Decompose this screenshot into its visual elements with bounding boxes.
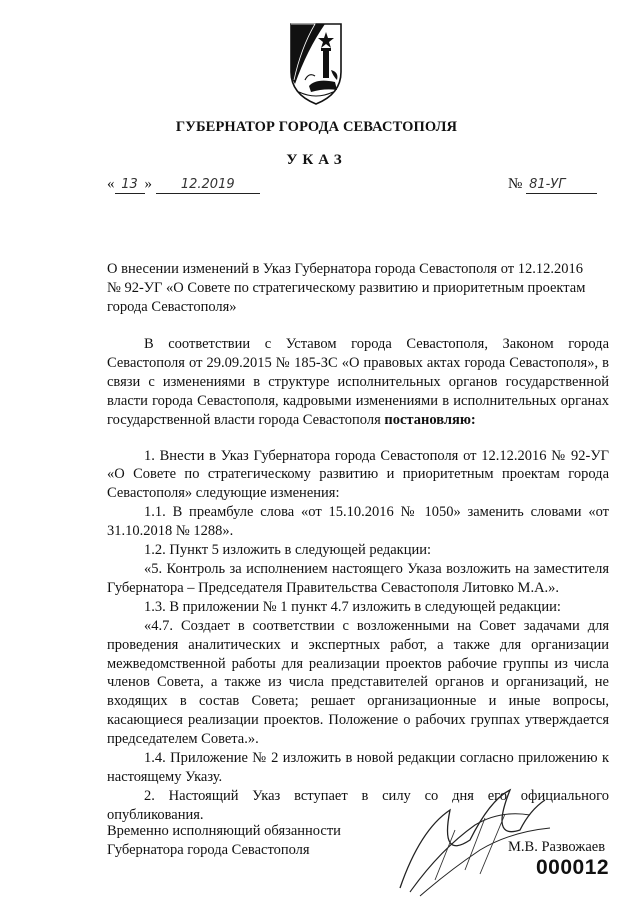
sevastopol-coat-of-arms-icon — [285, 20, 347, 106]
document-body — [107, 335, 609, 825]
body-paragraph: 1.4. Приложение № 2 изложить в новой редакции согласно приложению к настоящему Указу. — [107, 750, 609, 785]
preamble-paragraph: В соответствии с Уставом города Севастополя, Законом города Севастополя от 29.09.2015 № 185-ЗС «О правовых актах города Севастополя», в связи с изменениями в структуре исполнительных органов государственной власти города Севастополя, кадровыми изменениями в исполнительных органах государственной власти города Севастополя постановляю: — [107, 336, 609, 428]
body-paragraph: 1.3. В приложении № 1 пункт 4.7 изложить в следующей редакции: — [144, 598, 561, 615]
signatory-name: М.В. Развожаев — [508, 839, 606, 855]
handwritten-signature-icon — [380, 770, 570, 900]
document-subject — [107, 260, 607, 317]
document-type: УКАЗ — [286, 152, 347, 168]
body-paragraph: 1.2. Пункт 5 изложить в следующей редакции: — [144, 542, 432, 559]
subject-line: № 92-УГ «О Совете по стратегическому развитию и приоритетным проектам — [107, 280, 586, 296]
body-paragraph: «5. Контроль за исполнением настоящего Указа возложить на заместителя Губернатора – Председателя Правительства Севастополя Литовко М.А.». — [107, 560, 609, 596]
body-paragraph: 1.1. В преамбуле слова «от 15.10.2016 № 1050» заменить словами «от 31.10.2018 № 1288». — [107, 504, 609, 540]
resolution-word: постановляю: — [384, 411, 476, 428]
form-serial-number: 000012 — [536, 856, 610, 879]
issuer-title: ГУБЕРНАТОР ГОРОДА СЕВАСТОПОЛЯ — [175, 119, 458, 135]
body-paragraph: «4.7. Создает в соответствии с возложенными на Совет задачами для проведения аналитических и экспертных работ, а также для организации межведомственной работы для реализации проектов рабочие группы из числа членов Совета, а также из числа представителей органов и организаций, не входящих в состав Совета; решает организационные и иные вопросы, касающиеся реализации проектов. Положение о рабочих группах утверждается председателем Совета.». — [107, 617, 609, 748]
document-number — [508, 176, 597, 194]
signatory-position — [107, 822, 341, 860]
date-month-year: 12.2019 — [156, 176, 260, 194]
position-line: Губернатора города Севастополя — [107, 842, 310, 858]
document-date — [107, 176, 260, 194]
number-value-field: 81-УГ — [526, 176, 597, 194]
date-day: 13 — [115, 176, 145, 194]
number-prefix: № — [508, 176, 523, 192]
subject-line: О внесении изменений в Указ Губернатора города Севастополя от 12.12.2016 — [107, 261, 583, 277]
body-paragraph: 2. Настоящий Указ вступает в силу со дня его официального опубликования. — [107, 787, 609, 823]
date-open-quote: « — [107, 176, 115, 192]
date-close-quote: » — [144, 176, 152, 192]
body-paragraph: 1. Внести в Указ Губернатора города Севастополя от 12.12.2016 № 92-УГ «О Совете по стратегическому развитию и приоритетным проектам города Севастополя» следующие изменения: — [107, 447, 609, 502]
subject-line: города Севастополя» — [107, 299, 237, 315]
position-line: Временно исполняющий обязанности — [107, 823, 341, 839]
